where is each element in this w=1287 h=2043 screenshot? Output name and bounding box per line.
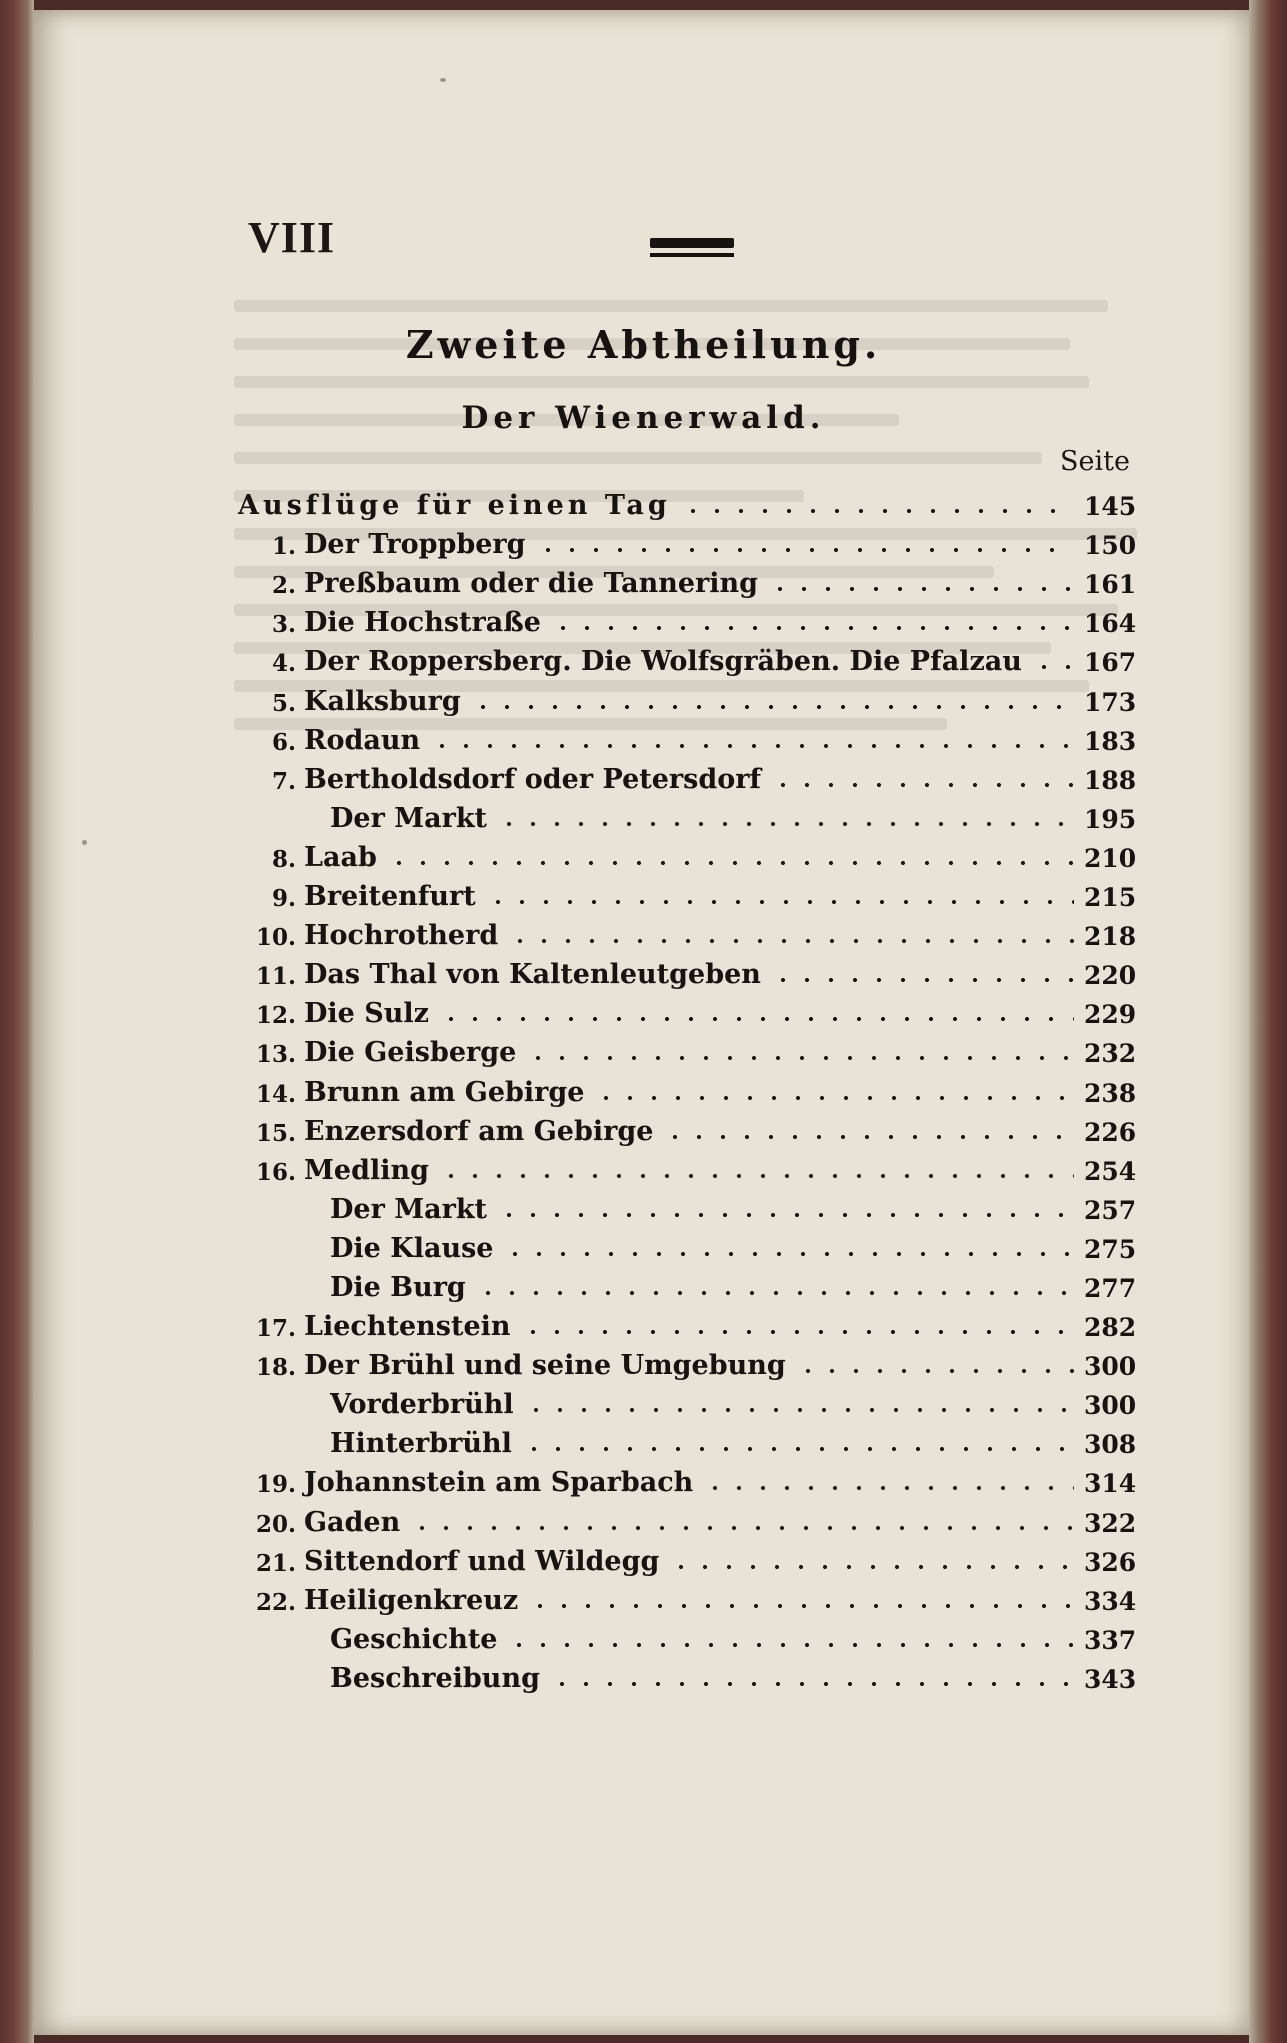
toc-entry-title: Rodaun: [304, 724, 421, 756]
toc-entry-title: Liechtenstein: [304, 1311, 511, 1343]
toc-entry-number: 22.: [255, 1588, 296, 1616]
toc-entry-page: 300: [1084, 1352, 1137, 1382]
toc-entry-page: 215: [1084, 883, 1137, 913]
toc-entry-page: 210: [1084, 843, 1137, 873]
toc-entry-page: 145: [1084, 492, 1137, 522]
toc-entry-number: 6.: [271, 728, 296, 756]
dot-leader: [703, 1486, 1074, 1490]
toc-entry-title: Der Markt: [330, 802, 488, 834]
toc-entry-page: 322: [1084, 1508, 1137, 1538]
toc-entry-page: 308: [1084, 1430, 1137, 1460]
toc-entry: [238, 795, 1137, 834]
dot-leader: [476, 1291, 1074, 1295]
toc-entry-number: 17.: [255, 1315, 296, 1343]
book-binding-right: [1249, 0, 1287, 2043]
toc-entry: [238, 1303, 1137, 1343]
toc-entry: [238, 717, 1137, 756]
toc-entry: [238, 1068, 1137, 1108]
toc-entry-title: Bertholdsdorf oder Petersdorf: [304, 763, 762, 795]
toc-entry-page: 164: [1084, 609, 1137, 639]
toc-entry-title: Die Sulz: [304, 998, 429, 1030]
dot-leader: [796, 1369, 1074, 1373]
toc-entry-title: Der Brühl und seine Umgebung: [304, 1350, 786, 1382]
toc-entry: [238, 677, 1137, 717]
toc-entry-page: 238: [1084, 1078, 1137, 1108]
toc-entry-page: 334: [1084, 1586, 1137, 1616]
toc-entry-title: Ausflüge für einen Tag: [238, 490, 671, 522]
toc-entry-number: 21.: [255, 1549, 296, 1577]
toc-entry-title: Der Roppersberg. Die Wolfsgräben. Die Pfalzau: [304, 646, 1022, 678]
dot-leader: [439, 1174, 1074, 1178]
toc-entry-number: 5.: [271, 689, 296, 717]
toc-entry: [238, 990, 1137, 1030]
toc-entry: [238, 1538, 1137, 1577]
dot-leader: [663, 1135, 1074, 1139]
toc-entry-page: 188: [1084, 765, 1137, 795]
toc-entry: [238, 1655, 1137, 1694]
toc-entry-number: 8.: [271, 845, 296, 873]
toc-entry-page: 218: [1084, 922, 1137, 952]
toc-entry-title: Beschreibung: [330, 1662, 540, 1694]
dot-leader: [507, 1643, 1074, 1647]
toc-entry-page: 173: [1084, 687, 1137, 717]
toc-entry-page: 183: [1084, 726, 1137, 756]
dot-leader: [524, 1408, 1074, 1412]
toc-entry-title: Enzersdorf am Gebirge: [304, 1115, 654, 1147]
dot-leader: [439, 1017, 1074, 1021]
toc-entry-number: 20.: [255, 1510, 296, 1538]
paper-speck: [82, 840, 87, 845]
toc-entry-page: 232: [1084, 1039, 1137, 1069]
toc-entry-page: 343: [1084, 1664, 1137, 1694]
dot-leader: [526, 1056, 1074, 1060]
dot-leader: [430, 744, 1074, 748]
toc-entry-page: 257: [1084, 1195, 1137, 1225]
dot-leader: [681, 509, 1074, 513]
paper-speck: [440, 78, 446, 82]
dot-leader: [522, 1447, 1074, 1451]
toc-entry-title: Medling: [304, 1154, 429, 1186]
toc-entry-page: 337: [1084, 1625, 1137, 1655]
dot-leader: [497, 822, 1074, 826]
dot-leader: [486, 900, 1074, 904]
part-title: Zweite Abtheilung.: [405, 322, 882, 367]
toc-entry-number: 9.: [271, 885, 296, 913]
toc-entry-number: 3.: [271, 611, 296, 639]
toc-entry-page: 300: [1084, 1391, 1137, 1421]
toc-entry-page: 226: [1084, 1117, 1137, 1147]
toc-entry-number: 19.: [255, 1471, 296, 1499]
toc-entry-title: Brunn am Gebirge: [304, 1076, 585, 1108]
toc-entry: [238, 1186, 1137, 1225]
toc-entry-page: 326: [1084, 1547, 1137, 1577]
toc-entry-number: 15.: [255, 1119, 296, 1147]
dot-leader: [594, 1096, 1074, 1100]
toc-entry-title: Laab: [304, 841, 377, 873]
dot-leader: [536, 548, 1075, 552]
dot-leader: [551, 626, 1074, 630]
toc-entry: [238, 1147, 1137, 1186]
toc-entry-page: 254: [1084, 1156, 1137, 1186]
toc-entry-number: 10.: [255, 924, 296, 952]
toc-entry: [238, 1616, 1137, 1655]
toc-entry-title: Der Markt: [330, 1193, 488, 1225]
toc-entry-number: 13.: [255, 1041, 296, 1069]
toc-entry: [238, 1459, 1137, 1499]
toc-entry: [238, 560, 1137, 600]
toc-entry-page: 277: [1084, 1273, 1137, 1303]
toc-entry: [238, 599, 1137, 639]
toc-entry-title: Hinterbrühl: [330, 1428, 512, 1460]
toc-entry-page: 314: [1084, 1469, 1137, 1499]
dot-leader: [508, 939, 1074, 943]
toc-entry: [238, 873, 1137, 913]
dot-leader: [410, 1526, 1074, 1530]
toc-entry: [238, 638, 1137, 678]
book-binding-left: [0, 0, 34, 2043]
toc-entry: [238, 482, 1137, 522]
toc-entry-number: 4.: [271, 650, 296, 678]
page-column-label: Seite: [1060, 446, 1130, 477]
toc-entry-title: Vorderbrühl: [330, 1389, 514, 1421]
toc-entry-page: 220: [1084, 961, 1137, 991]
toc-entry: [238, 1577, 1137, 1616]
toc-entry: [238, 521, 1137, 561]
toc-entry-title: Die Klause: [330, 1232, 494, 1264]
dot-leader: [550, 1682, 1074, 1686]
toc-entry-title: Die Burg: [330, 1271, 466, 1303]
toc-entry: [238, 1029, 1137, 1069]
toc-entry: [238, 912, 1137, 952]
dot-leader: [669, 1565, 1074, 1569]
toc-entry-title: Das Thal von Kaltenleutgeben: [304, 959, 761, 991]
toc-entry-page: 275: [1084, 1234, 1137, 1264]
toc-entry-title: Hochrotherd: [304, 920, 499, 952]
toc-entry-page: 229: [1084, 1000, 1137, 1030]
toc-entry-title: Johannstein am Sparbach: [304, 1467, 694, 1499]
toc-entry-page: 161: [1084, 570, 1137, 600]
section-title: Der Wienerwald.: [461, 400, 826, 436]
toc-entry: [238, 834, 1137, 873]
toc-entry-page: 150: [1084, 531, 1137, 561]
dot-leader: [387, 861, 1074, 865]
toc-entry-number: 18.: [255, 1354, 296, 1382]
page-number-roman: VIII: [248, 213, 336, 262]
toc-entry-page: 195: [1084, 804, 1137, 834]
dot-leader: [771, 978, 1074, 982]
toc-entry-title: Geschichte: [330, 1623, 498, 1655]
toc-entry: [238, 1225, 1137, 1264]
dot-leader: [497, 1213, 1074, 1217]
toc-entry: [238, 1108, 1137, 1147]
toc-entry: [238, 1420, 1137, 1460]
toc-entry-number: 12.: [255, 1002, 296, 1030]
dot-leader: [503, 1252, 1074, 1256]
toc-entry: [238, 951, 1137, 991]
toc-entry: [238, 1381, 1137, 1421]
toc-entry-number: 11.: [255, 963, 296, 991]
toc-entry-title: Sittendorf und Wildegg: [304, 1545, 660, 1577]
toc-entry-title: Heiligenkreuz: [304, 1584, 519, 1616]
dot-leader: [771, 783, 1074, 787]
dot-leader: [1032, 665, 1074, 669]
dot-leader: [528, 1604, 1074, 1608]
toc-entry-title: Der Troppberg: [304, 529, 526, 561]
toc-entry-page: 282: [1084, 1313, 1137, 1343]
dot-leader: [471, 705, 1074, 709]
toc-entry-number: 1.: [271, 533, 296, 561]
table-of-contents: [238, 482, 1137, 1694]
toc-entry-title: Preßbaum oder die Tannering: [304, 568, 759, 600]
toc-entry-number: 16.: [255, 1158, 296, 1186]
toc-entry-page: 167: [1084, 648, 1137, 678]
dot-leader: [768, 587, 1074, 591]
toc-entry-title: Kalksburg: [304, 685, 461, 717]
dot-leader: [521, 1330, 1074, 1334]
toc-entry: [238, 1264, 1137, 1303]
header-rule-ornament: [650, 238, 734, 258]
toc-entry-title: Die Geisberge: [304, 1037, 517, 1069]
toc-entry-title: Gaden: [304, 1506, 401, 1538]
toc-entry-title: Die Hochstraße: [304, 607, 541, 639]
toc-entry: [238, 756, 1137, 795]
toc-entry: [238, 1342, 1137, 1382]
toc-entry-number: 14.: [255, 1080, 296, 1108]
toc-entry-number: 2.: [271, 572, 296, 600]
toc-entry-title: Breitenfurt: [304, 881, 476, 913]
toc-entry-number: 7.: [271, 767, 296, 795]
toc-entry: [238, 1498, 1137, 1538]
